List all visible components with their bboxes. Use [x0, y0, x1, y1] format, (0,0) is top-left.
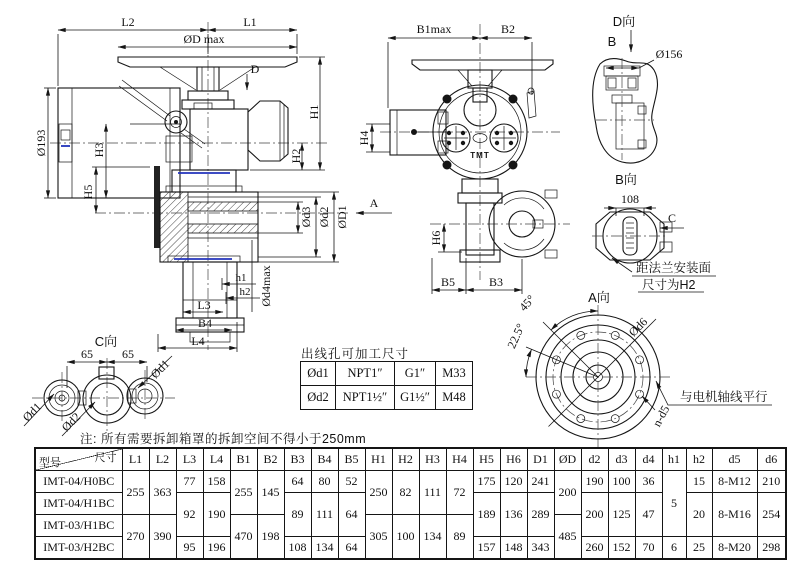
view-a-caption: 与电机轴线平行 [680, 390, 768, 404]
dim-cell: 270 [122, 515, 149, 560]
col-header: d3 [608, 448, 635, 471]
dim-cell: 198 [257, 515, 284, 560]
col-header: B5 [338, 448, 365, 471]
dim-label-nd5: n-d5 [649, 403, 673, 429]
model-cell: IMT-04/H0BC [35, 471, 122, 493]
dim-cell: 255 [122, 471, 149, 515]
col-header: d4 [635, 448, 662, 471]
view-b-caption-2: 尺寸为H2 [642, 278, 696, 292]
col-header: d2 [581, 448, 608, 471]
col-header: H4 [446, 448, 473, 471]
dim-label-od4max: Ød4max [259, 265, 273, 307]
col-header: B2 [257, 448, 284, 471]
col-header: L1 [122, 448, 149, 471]
view-a-label: A向 [588, 290, 610, 305]
dim-cell: 36 [635, 471, 662, 493]
dim-label-od3: Ød3 [299, 206, 313, 228]
dim-label-od6: Ød6 [625, 314, 651, 340]
dim-cell: 200 [554, 471, 581, 515]
dim-label-45deg: 45° [516, 292, 538, 314]
dim-label-B3: B3 [488, 275, 504, 289]
dim-cell: 485 [554, 515, 581, 560]
thread-cell: M48 [436, 386, 473, 410]
dim-cell: 70 [635, 537, 662, 560]
col-header: h1 [662, 448, 686, 471]
dim-cell: 111 [311, 493, 338, 537]
thread-cell: Ød1 [301, 362, 336, 386]
dim-cell: 158 [203, 471, 230, 493]
dim-label-o156: Ø156 [655, 47, 683, 61]
dim-label-od2: Ød2 [317, 206, 331, 228]
dim-label-65b: 65 [122, 347, 134, 361]
brand-logo: TMT [470, 151, 490, 160]
dim-cell: 111 [419, 471, 446, 515]
dim-cell: 241 [527, 471, 554, 493]
thread-table [300, 361, 473, 410]
dim-label-H6: H6 [429, 230, 443, 246]
dim-label-B2: B2 [500, 22, 516, 36]
dim-cell: 363 [149, 471, 176, 515]
dim-label-65a: 65 [81, 347, 93, 361]
dim-cell: 64 [284, 471, 311, 493]
dim-cell: 8-M20 [712, 537, 757, 560]
dim-label-oDmax: ØD max [183, 32, 225, 46]
model-cell: IMT-04/H1BC [35, 493, 122, 515]
dim-cell: 92 [176, 493, 203, 537]
corner-label-model: 型号 [39, 457, 61, 469]
dim-cell: 64 [338, 537, 365, 560]
col-header: L4 [203, 448, 230, 471]
dim-cell: 254 [757, 493, 786, 537]
dim-label-L1: L1 [243, 15, 257, 29]
dim-cell: 390 [149, 515, 176, 560]
dim-cell: 8-M12 [712, 471, 757, 493]
col-header: L3 [176, 448, 203, 471]
dim-cell: 125 [608, 493, 635, 537]
dim-cell: 157 [473, 537, 500, 560]
thread-row [301, 362, 473, 386]
dim-cell: 120 [500, 471, 527, 493]
view-a [504, 290, 772, 448]
dim-cell: 145 [257, 471, 284, 515]
col-header: H6 [500, 448, 527, 471]
dim-cell: 89 [284, 493, 311, 537]
dim-label-H2: H2 [289, 148, 303, 164]
thread-table-title: 出线孔可加工尺寸 [301, 347, 410, 361]
dim-label-B1max: B1max [416, 22, 452, 36]
dim-cell: 89 [446, 515, 473, 560]
dim-cell: 343 [527, 537, 554, 560]
dim-cell: 80 [311, 471, 338, 493]
dim-cell: 260 [581, 537, 608, 560]
col-header: d6 [757, 448, 786, 471]
dim-cell: 152 [608, 537, 635, 560]
col-header: ØD [554, 448, 581, 471]
dim-cell: 190 [203, 493, 230, 537]
view-b-label: B向 [615, 172, 637, 187]
col-header: h2 [686, 448, 712, 471]
model-cell: IMT-03/H2BC [35, 537, 122, 560]
thread-cell: M33 [436, 362, 473, 386]
dim-label-od2-center: Ød2 [58, 409, 84, 435]
dim-cell: 200 [581, 493, 608, 537]
dim-label-H4: H4 [357, 130, 371, 146]
dim-label-od1-left: Ød1 [19, 399, 45, 425]
col-header: B1 [230, 448, 257, 471]
dim-label-L4: L4 [191, 334, 205, 348]
dim-cell: 95 [176, 537, 203, 560]
dim-label-C-arrow: C [667, 211, 677, 225]
dim-cell: 298 [757, 537, 786, 560]
dim-cell: 72 [446, 471, 473, 515]
dim-cell: 47 [635, 493, 662, 537]
dim-cell: 52 [338, 471, 365, 493]
dim-label-108: 108 [621, 192, 639, 206]
col-header: H1 [365, 448, 392, 471]
dim-cell: 5 [662, 471, 686, 537]
dim-cell: 210 [757, 471, 786, 493]
model-cell: IMT-03/H1BC [35, 515, 122, 537]
view-b [592, 172, 716, 292]
col-header: H2 [392, 448, 419, 471]
dim-label-h2: h2 [239, 286, 251, 298]
dim-cell: 190 [581, 471, 608, 493]
dim-cell: 134 [419, 515, 446, 560]
dim-cell: 470 [230, 515, 257, 560]
corner-cell [35, 448, 122, 471]
table-header-row [35, 448, 786, 471]
dim-label-od1-right: Ød1 [147, 356, 173, 382]
view-b-caption-1: 距法兰安装面 [636, 261, 712, 275]
dimension-table [34, 447, 787, 560]
table-row [35, 471, 786, 493]
view-d-label: D向 [612, 14, 636, 29]
front-view [357, 22, 570, 294]
col-header: H3 [419, 448, 446, 471]
side-view [34, 15, 392, 352]
dim-cell: 64 [338, 493, 365, 537]
col-header: B4 [311, 448, 338, 471]
col-header: B3 [284, 448, 311, 471]
dim-label-225deg: 22.5° [504, 321, 528, 351]
dim-label-H1: H1 [307, 104, 321, 120]
dim-cell: 250 [365, 471, 392, 515]
dim-label-D-arrow: D [250, 62, 260, 76]
dim-cell: 175 [473, 471, 500, 493]
thread-cell: G1″ [395, 362, 436, 386]
dim-cell: 25 [686, 537, 712, 560]
dim-cell: 255 [230, 471, 257, 515]
dim-cell: 8-M16 [712, 493, 757, 537]
dim-cell: 289 [527, 493, 554, 537]
dim-cell: 305 [365, 515, 392, 560]
dim-cell: 134 [311, 537, 338, 560]
col-header: d5 [712, 448, 757, 471]
thread-row [301, 386, 473, 410]
dim-cell: 196 [203, 537, 230, 560]
dim-label-H3: H3 [92, 142, 106, 158]
col-header: H5 [473, 448, 500, 471]
view-d [593, 14, 683, 163]
view-d-sublabel: B [607, 34, 617, 49]
dim-label-H5: H5 [81, 184, 95, 200]
dim-cell: 108 [284, 537, 311, 560]
dim-label-L2: L2 [121, 15, 135, 29]
dim-label-B5: B5 [440, 275, 456, 289]
view-c [20, 334, 175, 436]
dim-cell: 20 [686, 493, 712, 537]
thread-cell: Ød2 [301, 386, 336, 410]
dim-label-L3: L3 [197, 298, 211, 312]
dim-cell: 136 [500, 493, 527, 537]
dim-label-h1: h1 [235, 272, 247, 284]
dim-cell: 100 [608, 471, 635, 493]
thread-cell: NPT1″ [336, 362, 395, 386]
dim-cell: 82 [392, 471, 419, 515]
thread-cell: NPT1½″ [336, 386, 395, 410]
disassembly-note: 注: 所有需要拆卸箱罩的拆卸空间不得小于250mm [80, 432, 367, 446]
dim-label-B4: B4 [197, 316, 213, 330]
dim-label-o193: Ø193 [34, 129, 48, 157]
dim-cell: 189 [473, 493, 500, 537]
view-c-label: C向 [94, 334, 118, 349]
dim-cell: 15 [686, 471, 712, 493]
dim-cell: 100 [392, 515, 419, 560]
corner-label-size: 尺寸 [94, 452, 117, 464]
thread-cell: G1½″ [395, 386, 436, 410]
col-header: D1 [527, 448, 554, 471]
dim-cell: 6 [662, 537, 686, 560]
col-header: L2 [149, 448, 176, 471]
dim-label-A-arrow: A [369, 196, 379, 210]
dim-cell: 148 [500, 537, 527, 560]
dim-label-oD1: ØD1 [335, 205, 349, 229]
dim-cell: 77 [176, 471, 203, 493]
